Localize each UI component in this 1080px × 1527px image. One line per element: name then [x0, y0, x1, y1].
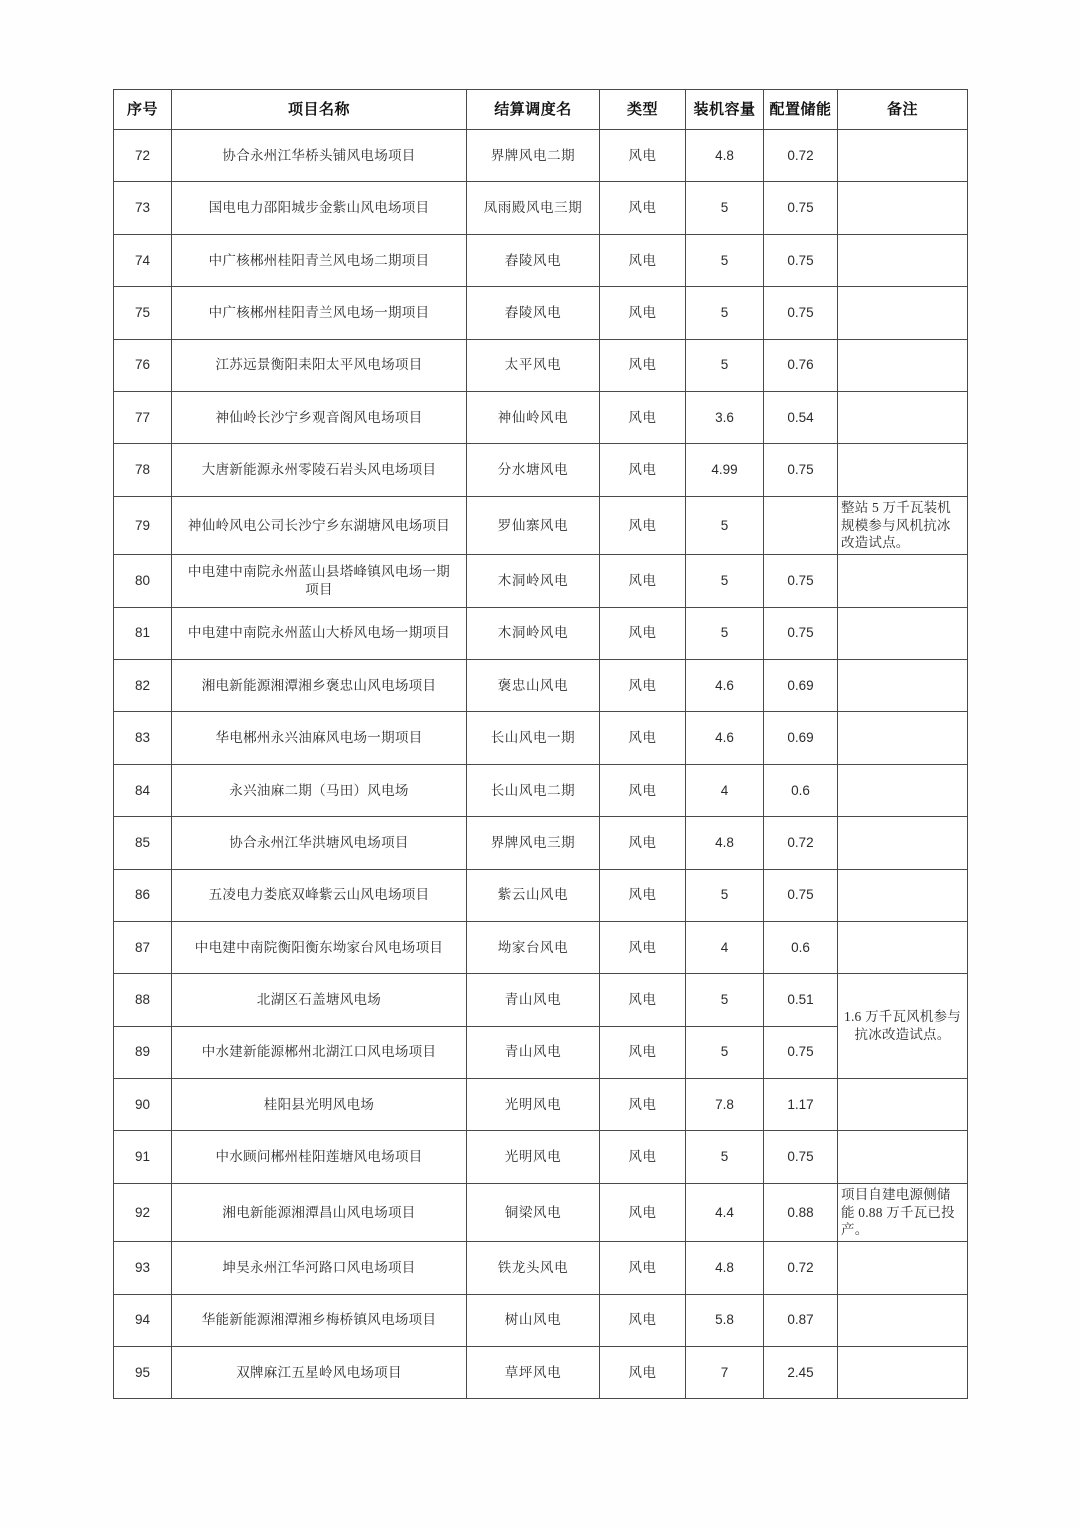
cell-seq: 92 — [114, 1183, 172, 1241]
header-row — [114, 90, 968, 130]
cell-capacity: 4.8 — [686, 817, 764, 869]
cell-seq: 75 — [114, 287, 172, 339]
cell-remark-merged: 1.6 万千瓦风机参与抗冰改造试点。 — [838, 974, 968, 1079]
cell-type: 风电 — [600, 1294, 686, 1346]
cell-capacity: 4.99 — [686, 444, 764, 496]
table-row — [114, 712, 968, 764]
wind-power-project-table — [113, 89, 968, 1399]
cell-project-name: 神仙岭风电公司长沙宁乡东湖塘风电场项目 — [172, 496, 467, 554]
table-row — [114, 444, 968, 496]
cell-type: 风电 — [600, 607, 686, 659]
cell-seq: 86 — [114, 869, 172, 921]
cell-storage: 0.75 — [764, 869, 838, 921]
cell-project-name: 神仙岭长沙宁乡观音阁风电场项目 — [172, 391, 467, 443]
cell-project-name: 桂阳县光明风电场 — [172, 1079, 467, 1131]
cell-type: 风电 — [600, 1347, 686, 1399]
table-row — [114, 764, 968, 816]
cell-schedule-name: 褒忠山风电 — [467, 659, 600, 711]
cell-project-name: 协合永州江华洪塘风电场项目 — [172, 817, 467, 869]
cell-project-name: 大唐新能源永州零陵石岩头风电场项目 — [172, 444, 467, 496]
cell-type: 风电 — [600, 182, 686, 234]
cell-type: 风电 — [600, 555, 686, 607]
cell-type: 风电 — [600, 1026, 686, 1078]
cell-schedule-name: 草坪风电 — [467, 1347, 600, 1399]
cell-type: 风电 — [600, 1131, 686, 1183]
cell-schedule-name: 青山风电 — [467, 1026, 600, 1078]
cell-project-name: 湘电新能源湘潭昌山风电场项目 — [172, 1183, 467, 1241]
cell-remark-empty — [838, 444, 968, 496]
cell-storage: 0.75 — [764, 234, 838, 286]
cell-storage: 2.45 — [764, 1347, 838, 1399]
cell-storage: 0.6 — [764, 921, 838, 973]
cell-type: 风电 — [600, 496, 686, 554]
cell-remark-empty — [838, 712, 968, 764]
table-row — [114, 130, 968, 182]
cell-remark-empty — [838, 555, 968, 607]
cell-capacity: 3.6 — [686, 391, 764, 443]
cell-schedule-name: 紫云山风电 — [467, 869, 600, 921]
table-row — [114, 1131, 968, 1183]
cell-capacity: 4.6 — [686, 712, 764, 764]
cell-seq: 73 — [114, 182, 172, 234]
cell-type: 风电 — [600, 1242, 686, 1294]
cell-storage: 0.75 — [764, 555, 838, 607]
cell-remark-empty — [838, 1294, 968, 1346]
table-row — [114, 1294, 968, 1346]
cell-storage: 0.75 — [764, 607, 838, 659]
header-capacity: 装机容量 — [686, 90, 764, 130]
table-row — [114, 817, 968, 869]
cell-project-name: 中水建新能源郴州北湖江口风电场项目 — [172, 1026, 467, 1078]
cell-storage: 0.75 — [764, 287, 838, 339]
cell-seq: 80 — [114, 555, 172, 607]
cell-storage: 0.75 — [764, 444, 838, 496]
cell-project-name: 坤昊永州江华河路口风电场项目 — [172, 1242, 467, 1294]
cell-remark-empty — [838, 1242, 968, 1294]
cell-storage: 0.51 — [764, 974, 838, 1026]
cell-type: 风电 — [600, 764, 686, 816]
cell-remark-empty — [838, 817, 968, 869]
cell-capacity: 4 — [686, 764, 764, 816]
table-row — [114, 339, 968, 391]
cell-remark-empty — [838, 607, 968, 659]
cell-remark-empty — [838, 182, 968, 234]
cell-capacity: 5 — [686, 1026, 764, 1078]
cell-schedule-name: 铜梁风电 — [467, 1183, 600, 1241]
cell-seq: 87 — [114, 921, 172, 973]
cell-seq: 93 — [114, 1242, 172, 1294]
table-row — [114, 182, 968, 234]
cell-type: 风电 — [600, 130, 686, 182]
cell-seq: 74 — [114, 234, 172, 286]
cell-seq: 94 — [114, 1294, 172, 1346]
cell-storage — [764, 496, 838, 554]
cell-capacity: 5.8 — [686, 1294, 764, 1346]
table-row — [114, 1079, 968, 1131]
cell-schedule-name: 罗仙寨风电 — [467, 496, 600, 554]
cell-project-name: 华能新能源湘潭湘乡梅桥镇风电场项目 — [172, 1294, 467, 1346]
cell-seq: 84 — [114, 764, 172, 816]
cell-capacity: 5 — [686, 496, 764, 554]
header-seq: 序号 — [114, 90, 172, 130]
cell-storage: 0.75 — [764, 1026, 838, 1078]
cell-type: 风电 — [600, 659, 686, 711]
cell-type: 风电 — [600, 1183, 686, 1241]
cell-capacity: 5 — [686, 234, 764, 286]
cell-storage: 0.88 — [764, 1183, 838, 1241]
project-name-line-1: 中电建中南院永州蓝山县塔峰镇风电场一期 — [187, 564, 451, 580]
cell-capacity: 5 — [686, 182, 764, 234]
cell-remark-empty — [838, 130, 968, 182]
cell-project-name: 永兴油麻二期（马田）风电场 — [172, 764, 467, 816]
cell-project-name: 中广核郴州桂阳青兰风电场一期项目 — [172, 287, 467, 339]
table-row — [114, 1347, 968, 1399]
cell-schedule-name: 舂陵风电 — [467, 234, 600, 286]
cell-storage: 0.69 — [764, 712, 838, 764]
table-body — [114, 130, 968, 1399]
cell-type: 风电 — [600, 974, 686, 1026]
cell-schedule-name: 光明风电 — [467, 1079, 600, 1131]
cell-capacity: 4.8 — [686, 1242, 764, 1294]
cell-project-name: 中水顾问郴州桂阳莲塘风电场项目 — [172, 1131, 467, 1183]
table-row — [114, 869, 968, 921]
cell-schedule-name: 界牌风电二期 — [467, 130, 600, 182]
cell-remark-empty — [838, 287, 968, 339]
cell-seq: 85 — [114, 817, 172, 869]
cell-type: 风电 — [600, 921, 686, 973]
table-row — [114, 974, 968, 1026]
header-storage: 配置储能 — [764, 90, 838, 130]
cell-seq: 76 — [114, 339, 172, 391]
header-schedule-name: 结算调度名 — [467, 90, 600, 130]
cell-storage: 0.54 — [764, 391, 838, 443]
cell-type: 风电 — [600, 1079, 686, 1131]
cell-project-name: 北湖区石盖塘风电场 — [172, 974, 467, 1026]
cell-storage: 0.72 — [764, 817, 838, 869]
cell-schedule-name: 太平风电 — [467, 339, 600, 391]
cell-seq: 79 — [114, 496, 172, 554]
cell-storage: 0.69 — [764, 659, 838, 711]
project-name-line-2: 项目 — [305, 581, 333, 597]
table-row — [114, 391, 968, 443]
cell-capacity: 5 — [686, 1131, 764, 1183]
cell-capacity: 5 — [686, 607, 764, 659]
table-row — [114, 607, 968, 659]
header-remark: 备注 — [838, 90, 968, 130]
table-row — [114, 1183, 968, 1241]
cell-capacity: 4.6 — [686, 659, 764, 711]
cell-schedule-name: 长山风电一期 — [467, 712, 600, 764]
cell-project-name: 江苏远景衡阳耒阳太平风电场项目 — [172, 339, 467, 391]
cell-schedule-name: 光明风电 — [467, 1131, 600, 1183]
cell-capacity: 7.8 — [686, 1079, 764, 1131]
cell-remark-empty — [838, 921, 968, 973]
cell-schedule-name: 舂陵风电 — [467, 287, 600, 339]
cell-project-name: 五凌电力娄底双峰紫云山风电场项目 — [172, 869, 467, 921]
cell-capacity: 5 — [686, 974, 764, 1026]
cell-storage: 1.17 — [764, 1079, 838, 1131]
cell-project-name: 华电郴州永兴油麻风电场一期项目 — [172, 712, 467, 764]
table-header — [114, 90, 968, 130]
cell-seq: 89 — [114, 1026, 172, 1078]
cell-capacity: 7 — [686, 1347, 764, 1399]
cell-remark-empty — [838, 1079, 968, 1131]
cell-capacity: 4.8 — [686, 130, 764, 182]
cell-remark: 整站 5 万千瓦装机规模参与风机抗冰改造试点。 — [838, 496, 968, 554]
cell-schedule-name: 木洞岭风电 — [467, 607, 600, 659]
cell-schedule-name: 界牌风电三期 — [467, 817, 600, 869]
cell-capacity: 4 — [686, 921, 764, 973]
cell-schedule-name: 铁龙头风电 — [467, 1242, 600, 1294]
cell-storage: 0.75 — [764, 182, 838, 234]
table-row — [114, 921, 968, 973]
cell-storage: 0.75 — [764, 1131, 838, 1183]
cell-type: 风电 — [600, 339, 686, 391]
cell-type: 风电 — [600, 817, 686, 869]
cell-type: 风电 — [600, 444, 686, 496]
header-type: 类型 — [600, 90, 686, 130]
cell-remark-empty — [838, 234, 968, 286]
cell-capacity: 5 — [686, 339, 764, 391]
header-project-name: 项目名称 — [172, 90, 467, 130]
cell-schedule-name: 坳家台风电 — [467, 921, 600, 973]
cell-type: 风电 — [600, 287, 686, 339]
cell-type: 风电 — [600, 712, 686, 764]
cell-schedule-name: 神仙岭风电 — [467, 391, 600, 443]
cell-storage: 0.6 — [764, 764, 838, 816]
cell-schedule-name: 树山风电 — [467, 1294, 600, 1346]
cell-capacity: 5 — [686, 287, 764, 339]
cell-seq: 81 — [114, 607, 172, 659]
cell-schedule-name: 凤雨殿风电三期 — [467, 182, 600, 234]
cell-project-name: 中广核郴州桂阳青兰风电场二期项目 — [172, 234, 467, 286]
cell-remark: 项目自建电源侧储能 0.88 万千瓦已投产。 — [838, 1183, 968, 1241]
cell-remark-empty — [838, 1131, 968, 1183]
cell-type: 风电 — [600, 869, 686, 921]
cell-storage: 0.72 — [764, 130, 838, 182]
cell-type: 风电 — [600, 234, 686, 286]
cell-remark-empty — [838, 1347, 968, 1399]
cell-capacity: 5 — [686, 555, 764, 607]
cell-remark-empty — [838, 764, 968, 816]
cell-storage: 0.76 — [764, 339, 838, 391]
cell-project-name: 国电电力邵阳城步金紫山风电场项目 — [172, 182, 467, 234]
project-table-container — [113, 89, 967, 1399]
cell-schedule-name: 分水塘风电 — [467, 444, 600, 496]
cell-seq: 77 — [114, 391, 172, 443]
cell-seq: 78 — [114, 444, 172, 496]
cell-project-name: 中电建中南院衡阳衡东坳家台风电场项目 — [172, 921, 467, 973]
table-row — [114, 555, 968, 607]
cell-capacity: 4.4 — [686, 1183, 764, 1241]
cell-project-name: 湘电新能源湘潭湘乡褒忠山风电场项目 — [172, 659, 467, 711]
cell-capacity: 5 — [686, 869, 764, 921]
cell-seq: 82 — [114, 659, 172, 711]
cell-seq: 88 — [114, 974, 172, 1026]
table-row — [114, 496, 968, 554]
cell-project-name: 中电建中南院永州蓝山大桥风电场一期项目 — [172, 607, 467, 659]
cell-seq: 95 — [114, 1347, 172, 1399]
cell-remark-empty — [838, 869, 968, 921]
cell-remark-empty — [838, 339, 968, 391]
cell-seq: 91 — [114, 1131, 172, 1183]
table-row — [114, 234, 968, 286]
cell-project-name — [172, 555, 467, 607]
cell-storage: 0.72 — [764, 1242, 838, 1294]
cell-seq: 83 — [114, 712, 172, 764]
cell-storage: 0.87 — [764, 1294, 838, 1346]
cell-project-name: 协合永州江华桥头铺风电场项目 — [172, 130, 467, 182]
table-row — [114, 659, 968, 711]
cell-remark-empty — [838, 391, 968, 443]
cell-project-name: 双牌麻江五星岭风电场项目 — [172, 1347, 467, 1399]
table-row — [114, 1242, 968, 1294]
cell-schedule-name: 长山风电二期 — [467, 764, 600, 816]
cell-schedule-name: 青山风电 — [467, 974, 600, 1026]
table-row — [114, 287, 968, 339]
cell-schedule-name: 木洞岭风电 — [467, 555, 600, 607]
cell-remark-empty — [838, 659, 968, 711]
cell-seq: 90 — [114, 1079, 172, 1131]
cell-type: 风电 — [600, 391, 686, 443]
cell-seq: 72 — [114, 130, 172, 182]
